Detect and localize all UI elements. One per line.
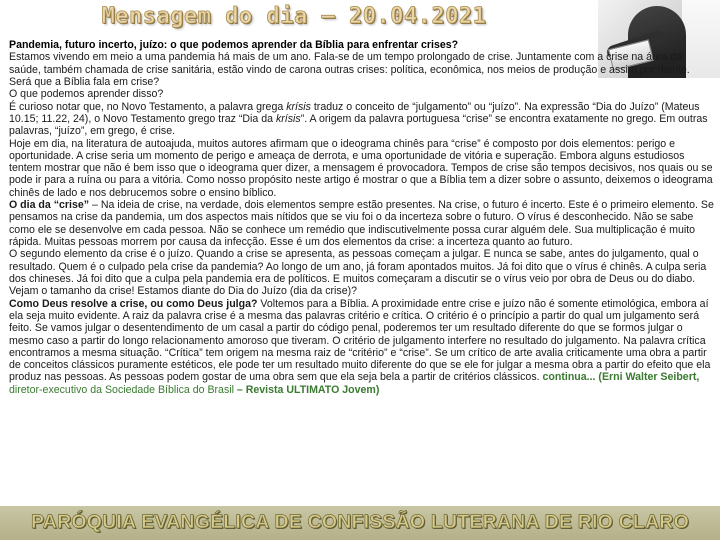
article-body [9, 39, 715, 499]
continua-text: continua... (Erni Walter Seibert, [542, 371, 700, 384]
paragraph-1: Estamos vivendo em meio a uma pandemia há mais de um ano. Fala-se de um tempo prolongado de crise. Juntamente com a crise na área da saúde, também chamada de crise sanitária, estão vindo de carona outras crises: política, econômica, nos meios de produção e assim por diante. Será que a Bíblia fala em crise? [9, 51, 690, 88]
paragraph-6: O segundo elemento da crise é o juízo. Quando a crise se apresenta, as pessoas começam a julgar. E nunca se sabe, antes do julgamento, qual o resultado. Quem é o culpado pela crise da pandemia? Ao longo de um ano, já foram apontados muitos. Já foi dito que o vírus é chinês. A culpa seria dos chineses. Já foi dito que a culpa pela pandemia era de políticos. E muitos começaram a discutir se o vírus veio por obra de Deus ou do diabo. Vejam o tamanho da crise! Estamos diante do Dia do Juízo (dia da crise)? [9, 248, 707, 298]
section-heading-juizo: Como Deus resolve a crise, ou como Deus julga? [9, 297, 258, 310]
paragraph-7: Como Deus resolve a crise, ou como Deus julga? Voltemos para a Bíblia. A proximidade entre crise e juízo não é somente etimológica, embora aí ela seja muito evidente. A raiz da palavra crise é a mesma das palavras critério e crítica. O critério é o princípio a partir do qual um julgamento será feito. Se vamos julgar o desentendimento de um casal a partir do código penal, poderemos ter um resultado diferente do que se formos julgar o mesmo caso a partir do longo relacionamento amoroso que tiveram. O critério de julgamento interfere no resultado do julgamento. Na palavra crítica encontramos a mesma situação. “Crítica” tem origem na mesma raiz de “critério” e “crise”. Se um crítico de arte avalia criticamente uma obra a partir de conceitos clássicos puramente estéticos, ele pode ter um resultado muito diferente do que se ele for julgar a mesma obra a partir do efeito que ela produz nas pessoas. As pessoas podem gostar de uma obra sem que ela seja bela a partir de critérios clássicos. continua... (Erni Walter Seibert, diretor-executivo da Sociedade Bíblica do Brasil – Revista ULTIMATO Jovem) [9, 297, 711, 396]
footer-text: PARÓQUIA EVANGÉLICA DE CONFISSÃO LUTERANA DE RIO CLARO [31, 511, 689, 533]
paragraph-4: Hoje em dia, na literatura de autoajuda, muitos autores afirmam que o ideograma chinês para “crise” é composto por dois elementos: perigo e oportunidade. A crise seria um momento de perigo e ameaça de derrota, e uma oportunidade de vitória e superação. Embora alguns estudiosos tentem mostrar que não é bem isso que o ideograma quer dizer, a mensagem é provocadora. Tempos de crise são tempos decisivos, nos quais ou se pode ir para a ruína ou para a vitória. Como nosso propósito neste artigo é mostrar o que a Bíblia tem a dizer sobre o assunto, deixemos o ideograma chinês de lado e nos debrucemos sobre o ensino bíblico. [9, 137, 713, 199]
source-text: – Revista ULTIMATO Jovem) [233, 383, 380, 396]
footer-banner [0, 506, 720, 540]
section-heading-crise: O dia da “crise” [9, 199, 90, 212]
author-role: diretor-executivo da Sociedade Bíblica do Brasil [9, 383, 234, 396]
article-heading: Pandemia, futuro incerto, juízo: o que podemos aprender da Bíblia para enfrentar crises? [9, 39, 459, 51]
paragraph-5: O dia da “crise” – Na ideia de crise, na verdade, dois elementos sempre estão presentes. Na crise, o futuro é incerto. Este é o primeiro elemento. Se pensamos na crise da pandemia, um dos aspectos mais nítidos que se viu foi o da incerteza sobre o futuro. O vírus é desconhecido. Não se sabe como ele se desenvolve em cada pessoa. Não se conhece um remédio que indiscutivelmente possa curar alguém dele. Sua multiplicação é muito rápida. Muitas pessoas morrem por causa da infecção. Esse é um dos elementos da crise: a incerteza quanto ao futuro. [9, 199, 714, 248]
page-title: Mensagem do dia – 20.04.2021 [101, 4, 487, 29]
paragraph-3: É curioso notar que, no Novo Testamento, a palavra grega krísis traduz o conceito de “julgamento” ou “juízo”. Na expressão “Dia do Juízo” (Mateus 10.15; 11.22, 24), o Novo Testamento grego traz “Dia da krísis”. A origem da palavra portuguesa “crise” se encontra exatamente no grego. Em outras palavras, “juízo”, em grego, é crise. [9, 100, 708, 138]
paragraph-2: O que podemos aprender disso? [9, 88, 164, 101]
